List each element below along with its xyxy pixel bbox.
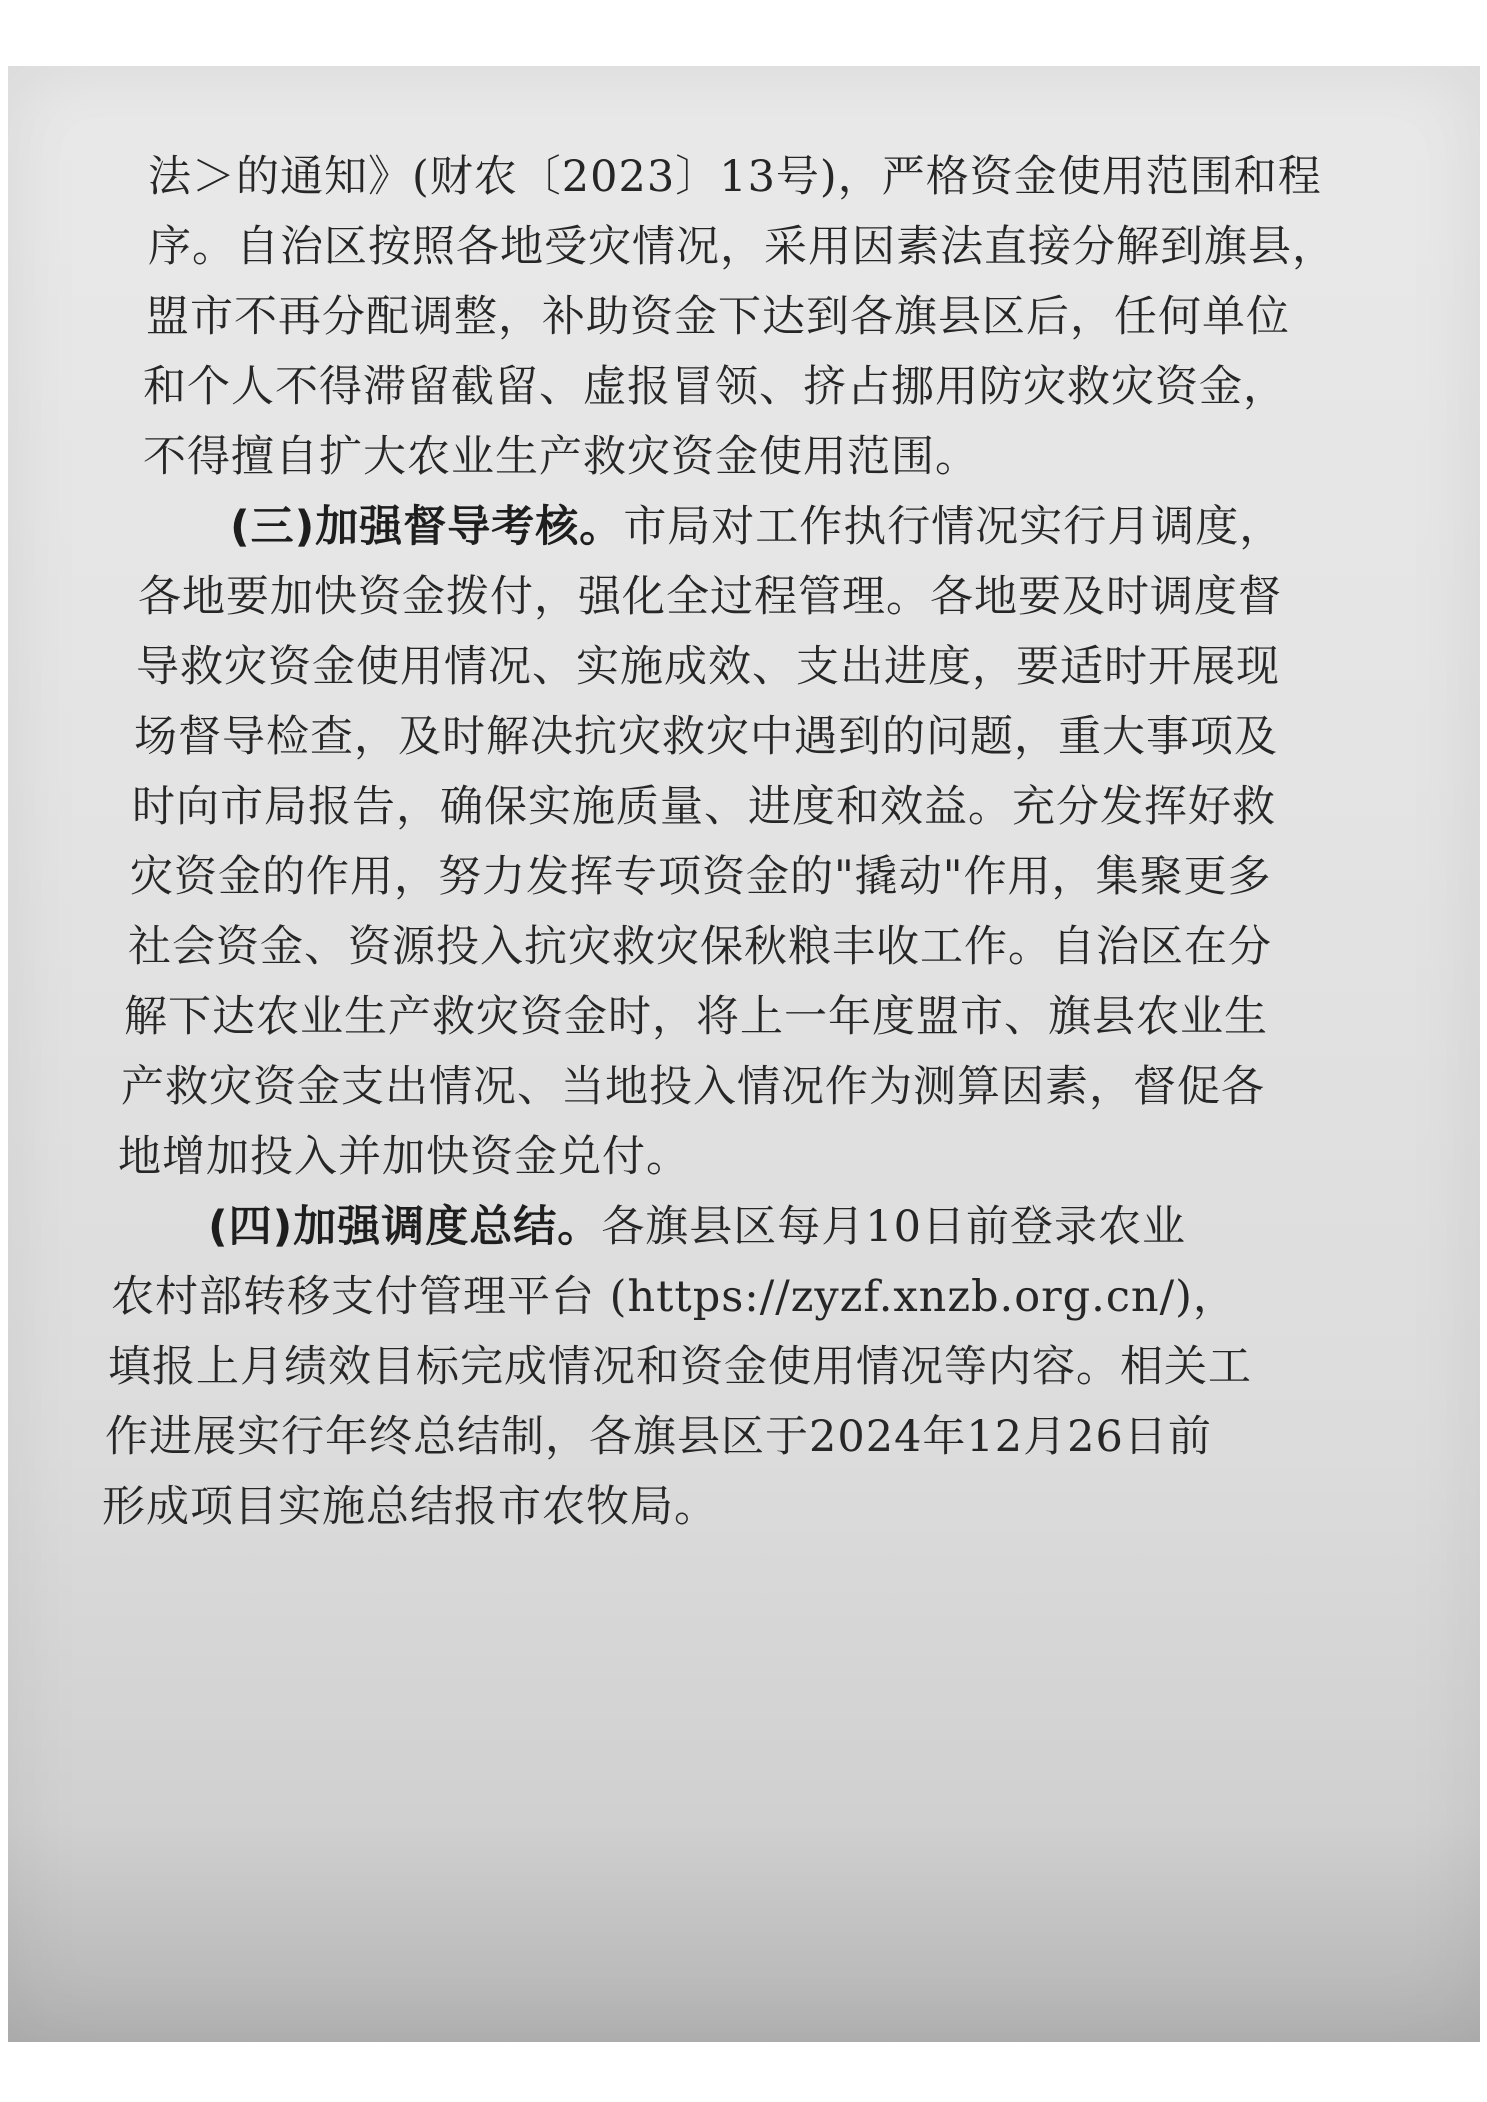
text-line: 导救灾资金使用情况、实施成效、支出进度，要适时开展现 xyxy=(136,642,1280,692)
text-line: 序。自治区按照各地受灾情况，采用因素法直接分解到旗县， xyxy=(148,222,1336,272)
text-line: 社会资金、资源投入抗灾救灾保秋粮丰收工作。自治区在分 xyxy=(128,922,1272,972)
text-line: 场督导检查，及时解决抗灾救灾中遇到的问题，重大事项及 xyxy=(134,712,1278,762)
text-line: 形成项目实施总结报市农牧局。 xyxy=(102,1482,718,1532)
text-line: 各地要加快资金拨付，强化全过程管理。各地要及时调度督 xyxy=(138,572,1282,622)
text-line: 解下达农业生产救灾资金时，将上一年度盟市、旗县农业生 xyxy=(124,992,1268,1042)
section-4-heading: (四)加强调度总结。 xyxy=(208,1202,602,1252)
text-line: 产救灾资金支出情况、当地投入情况作为测算因素，督促各 xyxy=(121,1062,1265,1112)
text-line: 灾资金的作用，努力发挥专项资金的"撬动"作用，集聚更多 xyxy=(130,852,1272,902)
text-line: 法＞的通知》(财农〔2023〕13号)，严格资金使用范围和程 xyxy=(148,152,1322,202)
text-line: 填报上月绩效目标完成情况和资金使用情况等内容。相关工 xyxy=(108,1342,1252,1392)
text-line: 地增加投入并加快资金兑付。 xyxy=(118,1132,690,1182)
section-4-first-line xyxy=(208,1202,1187,1252)
text-line: 作进展实行年终总结制，各旗县区于2024年12月26日前 xyxy=(105,1412,1212,1462)
text-line: 农村部转移支付管理平台 (https://zyzf.xnzb.org.cn/)， xyxy=(111,1272,1237,1322)
text-line: 和个人不得滞留截留、虚报冒领、挤占挪用防灾救灾资金， xyxy=(143,362,1287,412)
section-3-lead-text: 市局对工作执行情况实行月调度， xyxy=(623,502,1284,552)
text-line: 不得擅自扩大农业生产救灾资金使用范围。 xyxy=(143,432,979,482)
section-4-lead-text: 各旗县区每月10日前登录农业 xyxy=(601,1202,1187,1252)
scanned-sheet xyxy=(8,66,1480,2042)
text-line: 时向市局报告，确保实施质量、进度和效益。充分发挥好救 xyxy=(132,782,1276,832)
section-3-first-line xyxy=(230,502,1284,552)
text-line: 盟市不再分配调整，补助资金下达到各旗县区后，任何单位 xyxy=(146,292,1290,342)
section-3-heading: (三)加强督导考核。 xyxy=(230,502,624,552)
